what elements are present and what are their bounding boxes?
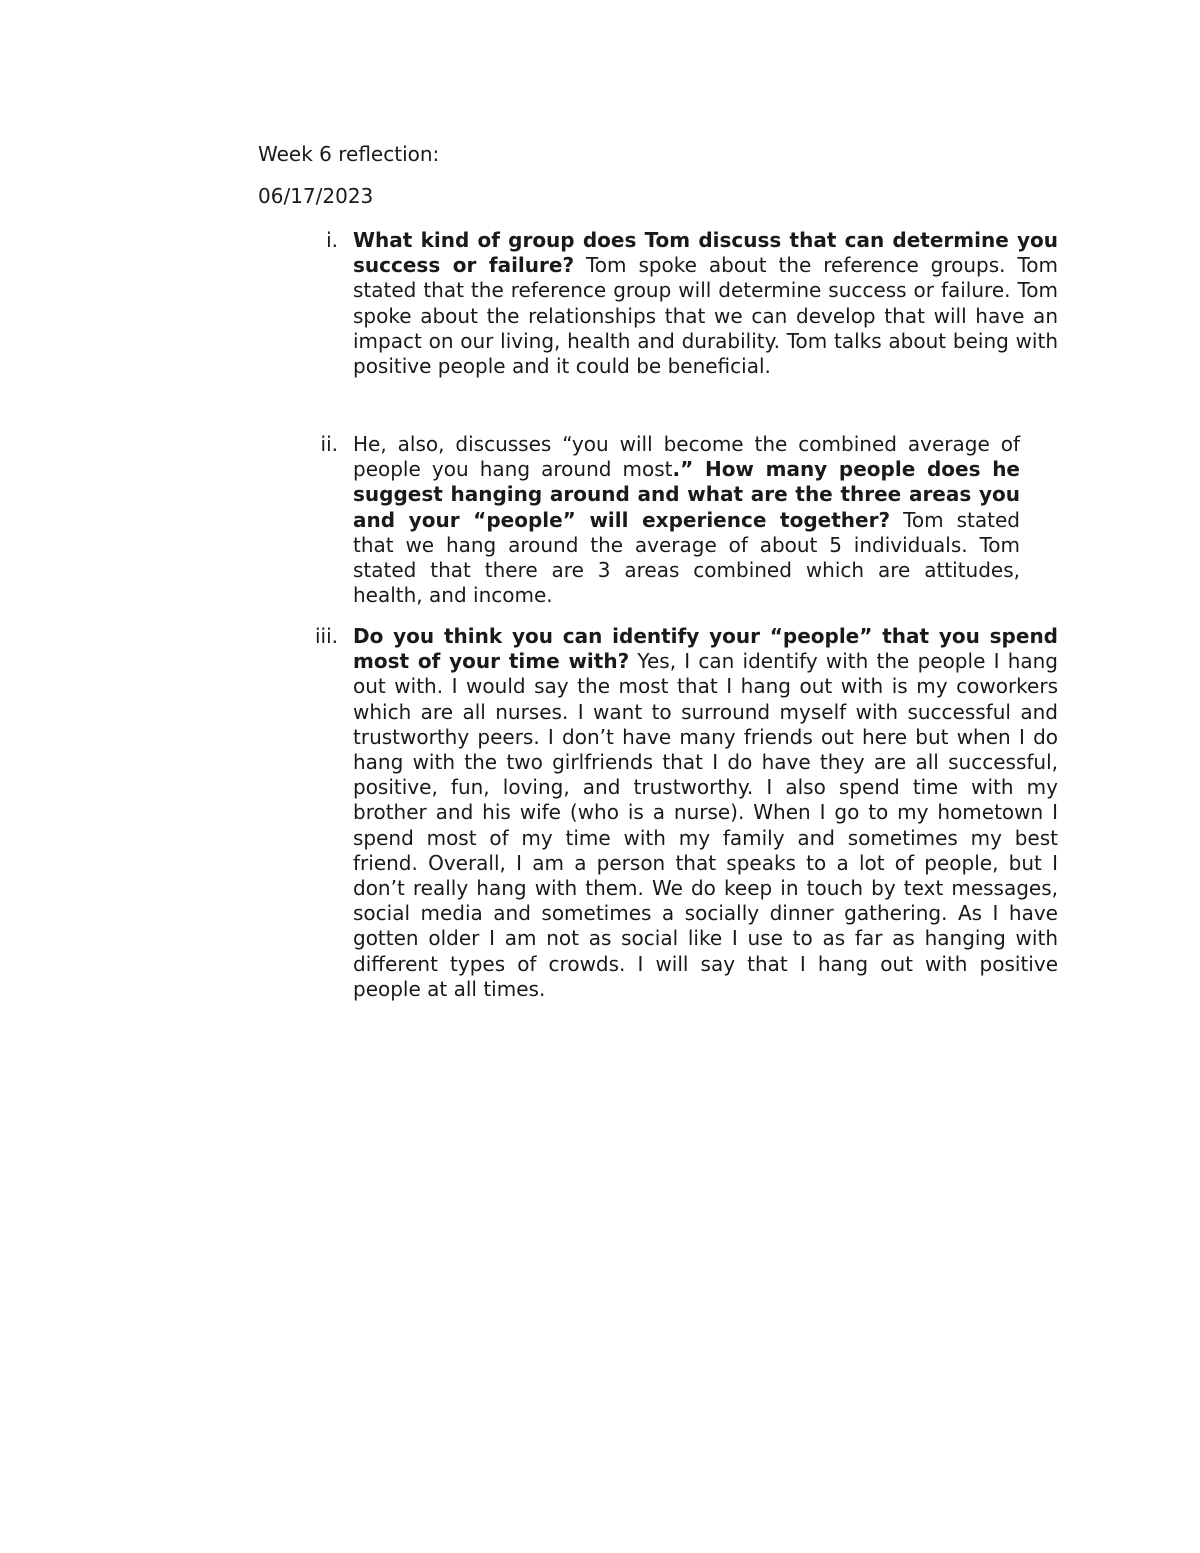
question-text: .” How many people does he suggest hanging around and what are the three areas you and your “people” will experience together? <box>353 457 1020 532</box>
answer-text: Yes, I can identify with the people I hang out with. I would say the most that I hang out with is my coworkers which are all nurses. I want to surround myself with successful and trustworthy peers. I don’t have many friends out here but when I do hang with the two girlfriends that I do have they are all successful, positive, fun, loving, and trustworthy. I also spend time with my brother and his wife (who is a nurse). When I go to my hometown I spend most of my time with my family and sometimes my best friend. Overall, I am a person that speaks to a lot of people, but I don’t really hang with them. We do keep in touch by text messages, social media and sometimes a socially dinner gathering. As I have gotten older I am not as social like I use to as far as hanging with different types of crowds. I will say that I hang out with positive people at all times. <box>353 649 1058 1001</box>
question-text: What kind of group does Tom discuss that can determine you success or failure? <box>353 228 1058 278</box>
list-item-text <box>353 228 1058 379</box>
answer-text: Tom spoke about the reference groups. Tom stated that the reference group will determine success or failure. Tom spoke about the relationships that we can develop that will have an impact on our living, health and durability. Tom talks about being with positive people and it could be beneficial. <box>353 253 1058 379</box>
list-item-text <box>353 432 1020 608</box>
answer-text: Tom stated that we hang around the average of about 5 individuals. Tom stated that there are 3 areas combined which are attitudes, health, and income. <box>353 507 1020 608</box>
document-date: 06/17/2023 <box>258 184 374 208</box>
list-item-text <box>353 624 1058 1002</box>
intro-text: He, also, discusses “you will become the combined average of people you hang around most <box>353 432 1020 482</box>
question-text: Do you think you can identify your “people” that you spend most of your time with? <box>353 624 1058 674</box>
document-title: Week 6 reflection: <box>258 142 440 166</box>
list-number: ii. <box>320 432 338 456</box>
list-number: iii. <box>314 624 338 648</box>
list-number: i. <box>326 228 338 252</box>
